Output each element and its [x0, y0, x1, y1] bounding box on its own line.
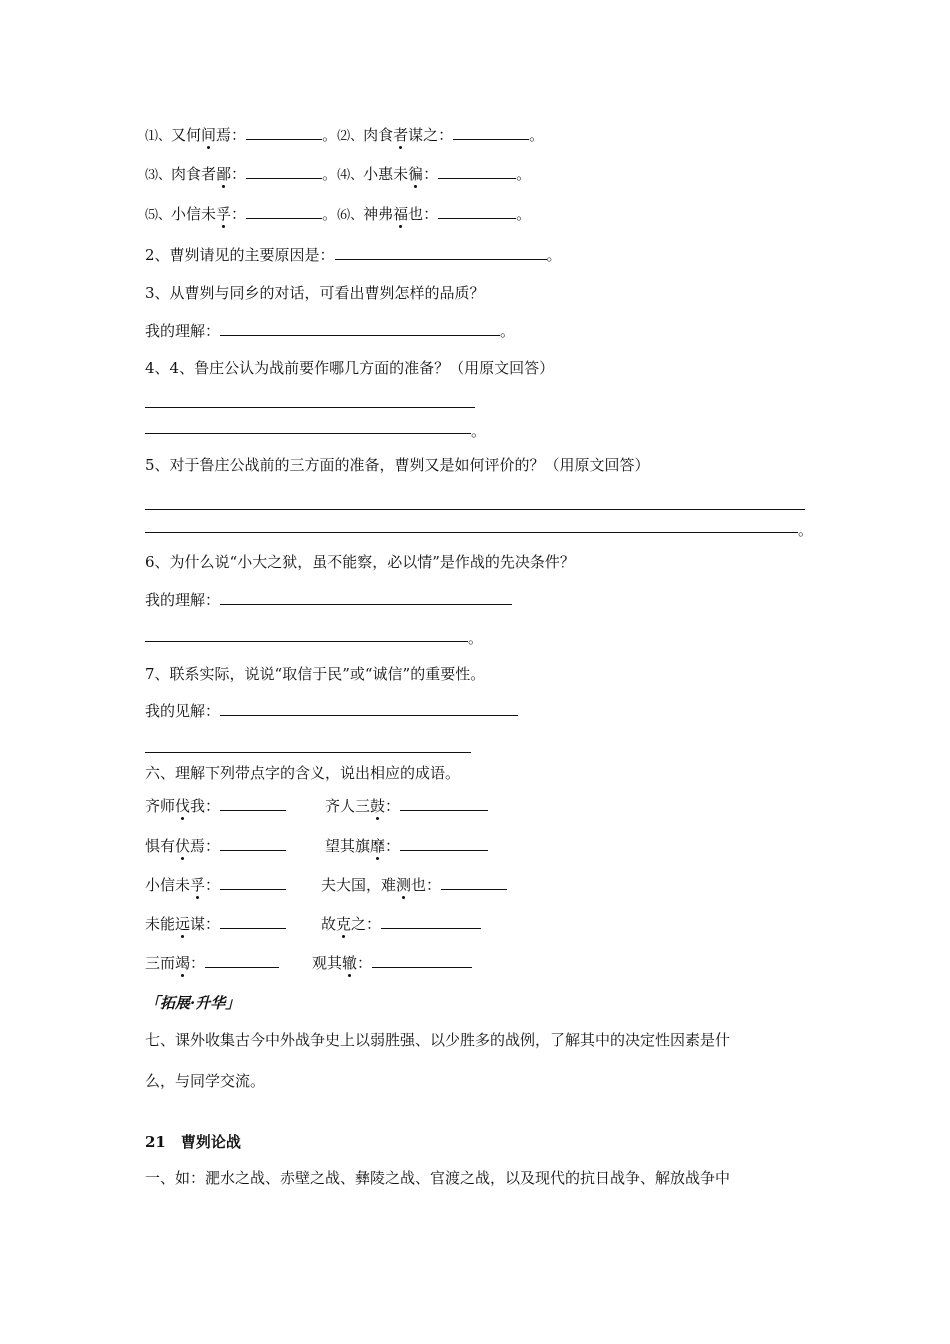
- answer-blank[interactable]: [220, 875, 286, 890]
- dotted-char: 伐: [175, 797, 191, 815]
- idiom-row: [145, 953, 472, 973]
- period: 。: [322, 165, 338, 183]
- answer-blank[interactable]: [205, 953, 279, 968]
- phrase-text: 小惠未: [363, 165, 409, 183]
- phrase-text: 夫大国，难: [321, 876, 397, 894]
- phrase-text: 故: [321, 915, 337, 933]
- answer-blank[interactable]: [381, 914, 481, 929]
- question-text: 6、为什么说“小大之狱，虽不能察，必以情”是作战的先决条件？: [145, 553, 575, 571]
- question-text: 7、联系实际，说说“取信于民”或“诚信”的重要性。: [145, 665, 486, 683]
- answer-blank[interactable]: [438, 204, 516, 219]
- answer-blank[interactable]: [220, 914, 286, 929]
- question-5: [145, 455, 650, 475]
- period: 。: [322, 126, 338, 144]
- phrase-text: ：: [231, 205, 247, 223]
- answer-blank[interactable]: [220, 321, 500, 336]
- period: 。: [516, 165, 532, 183]
- idiom-row: [145, 796, 488, 816]
- idiom-row: [145, 914, 481, 934]
- phrase-text: 肉食者: [171, 165, 217, 183]
- dotted-char: 靡: [370, 837, 386, 855]
- phrase-text: 肉食: [363, 126, 394, 144]
- phrase-text: ：: [205, 876, 221, 894]
- answer-blank[interactable]: [246, 204, 322, 219]
- item-number: ⑴、: [145, 129, 172, 144]
- section-six-title: 六、理解下列带点字的含义，说出相应的成语。: [145, 764, 461, 782]
- item-number: ⑸、: [145, 208, 172, 223]
- extension-paragraph: 么，与同学交流。: [145, 1072, 266, 1090]
- answer-line[interactable]: [145, 532, 798, 533]
- question-6-answer: [145, 590, 512, 610]
- period: 。: [500, 322, 516, 340]
- answer-blank[interactable]: [335, 245, 547, 260]
- phrase-text: 望其旗: [325, 837, 371, 855]
- answer-line[interactable]: [145, 752, 471, 753]
- phrase-text: ：: [385, 797, 401, 815]
- question-text: 2、曹刿请见的主要原因是：: [145, 246, 335, 264]
- dotted-char: 间: [201, 126, 217, 144]
- answer-blank[interactable]: [246, 125, 322, 140]
- dotted-char: 远: [175, 915, 191, 933]
- phrase-text: 我：: [190, 797, 221, 815]
- phrase-text: 齐人三: [325, 797, 371, 815]
- phrase-text: 焉：: [190, 837, 221, 855]
- answer-blank[interactable]: [372, 953, 472, 968]
- q1-row-3: [145, 204, 531, 226]
- idiom-row: [145, 836, 488, 856]
- question-text: 4、4、鲁庄公认为战前要作哪几方面的准备？（用原文回答）: [145, 359, 555, 377]
- phrase-text: ：: [385, 837, 401, 855]
- answer-blank[interactable]: [220, 836, 286, 851]
- answer-label: 我的见解：: [145, 702, 221, 720]
- idiom-row: [145, 875, 507, 895]
- question-3-answer: [145, 321, 515, 341]
- dotted-char: 徧: [408, 165, 424, 183]
- answer-key-heading: 21 曹刿论战: [145, 1133, 241, 1151]
- phrase-text: ：: [423, 165, 439, 183]
- phrase-text: 小信未: [171, 205, 217, 223]
- question-2: [145, 245, 562, 265]
- extension-heading: 「拓展·升华」: [145, 994, 241, 1012]
- question-text: 3、从曹刿与同乡的对话，可看出曹刿怎样的品质？: [145, 284, 485, 302]
- phrase-text: 齐师: [145, 797, 176, 815]
- dotted-char: 孚: [190, 876, 206, 894]
- answer-blank[interactable]: [453, 125, 529, 140]
- phrase-text: 又何: [171, 126, 202, 144]
- phrase-text: 焉：: [216, 126, 247, 144]
- answer-label: 我的理解：: [145, 322, 221, 340]
- dotted-char: 福: [393, 205, 409, 223]
- item-number: ⑷、: [337, 168, 364, 183]
- answer-blank[interactable]: [220, 796, 286, 811]
- answer-blank[interactable]: [246, 164, 322, 179]
- phrase-text: 观其: [312, 954, 343, 972]
- phrase-text: 神弗: [363, 205, 394, 223]
- phrase-text: 谋：: [190, 915, 221, 933]
- item-number: ⑹、: [337, 208, 364, 223]
- phrase-text: 惧有: [145, 837, 176, 855]
- phrase-text: ：: [357, 954, 373, 972]
- question-6: [145, 552, 575, 572]
- dotted-char: 辙: [342, 954, 358, 972]
- answer-blank[interactable]: [400, 796, 488, 811]
- item-number: ⑶、: [145, 168, 172, 183]
- phrase-text: 也：: [411, 876, 442, 894]
- answer-line[interactable]: [145, 641, 468, 642]
- period: 。: [471, 422, 487, 440]
- extension-paragraph: 七、课外收集古今中外战争史上以弱胜强、以少胜多的战例，了解其中的决定性因素是什: [145, 1031, 731, 1049]
- question-4: [145, 358, 554, 378]
- answer-line[interactable]: [145, 407, 475, 408]
- answer-blank[interactable]: [438, 164, 516, 179]
- period: 。: [546, 246, 562, 264]
- question-7: [145, 664, 485, 684]
- answer-blank[interactable]: [441, 875, 507, 890]
- phrase-text: 也：: [408, 205, 439, 223]
- period: 。: [516, 205, 532, 223]
- answer-blank[interactable]: [220, 590, 512, 605]
- period: 。: [322, 205, 338, 223]
- answer-label: 我的理解：: [145, 591, 221, 609]
- dotted-char: 伏: [175, 837, 191, 855]
- phrase-text: 未能: [145, 915, 176, 933]
- dotted-char: 克: [336, 915, 352, 933]
- period: 。: [798, 521, 814, 539]
- question-text: 5、对于鲁庄公战前的三方面的准备，曹刿又是如何评价的？（用原文回答）: [145, 456, 650, 474]
- phrase-text: 小信未: [145, 876, 191, 894]
- phrase-text: ：: [190, 954, 206, 972]
- answer-line[interactable]: [145, 509, 805, 510]
- period: 。: [468, 629, 484, 647]
- q1-row-2: [145, 164, 531, 186]
- answer-blank[interactable]: [400, 836, 488, 851]
- phrase-text: 三而: [145, 954, 176, 972]
- item-number: ⑵、: [337, 129, 364, 144]
- q1-row-1: [145, 125, 544, 147]
- answer-line[interactable]: [145, 433, 471, 434]
- answer-key-paragraph: 一、如：淝水之战、赤壁之战、彝陵之战、官渡之战，以及现代的抗日战争、解放战争中: [145, 1169, 731, 1187]
- dotted-char: 鄙: [216, 165, 232, 183]
- dotted-char: 测: [396, 876, 412, 894]
- phrase-text: 之：: [351, 915, 382, 933]
- question-7-answer: [145, 701, 518, 721]
- phrase-text: ：: [231, 165, 247, 183]
- dotted-char: 者: [393, 126, 409, 144]
- dotted-char: 竭: [175, 954, 191, 972]
- period: 。: [529, 126, 545, 144]
- answer-blank[interactable]: [220, 701, 518, 716]
- dotted-char: 鼓: [370, 797, 386, 815]
- question-3: [145, 283, 485, 303]
- phrase-text: 谋之：: [408, 126, 454, 144]
- dotted-char: 孚: [216, 205, 232, 223]
